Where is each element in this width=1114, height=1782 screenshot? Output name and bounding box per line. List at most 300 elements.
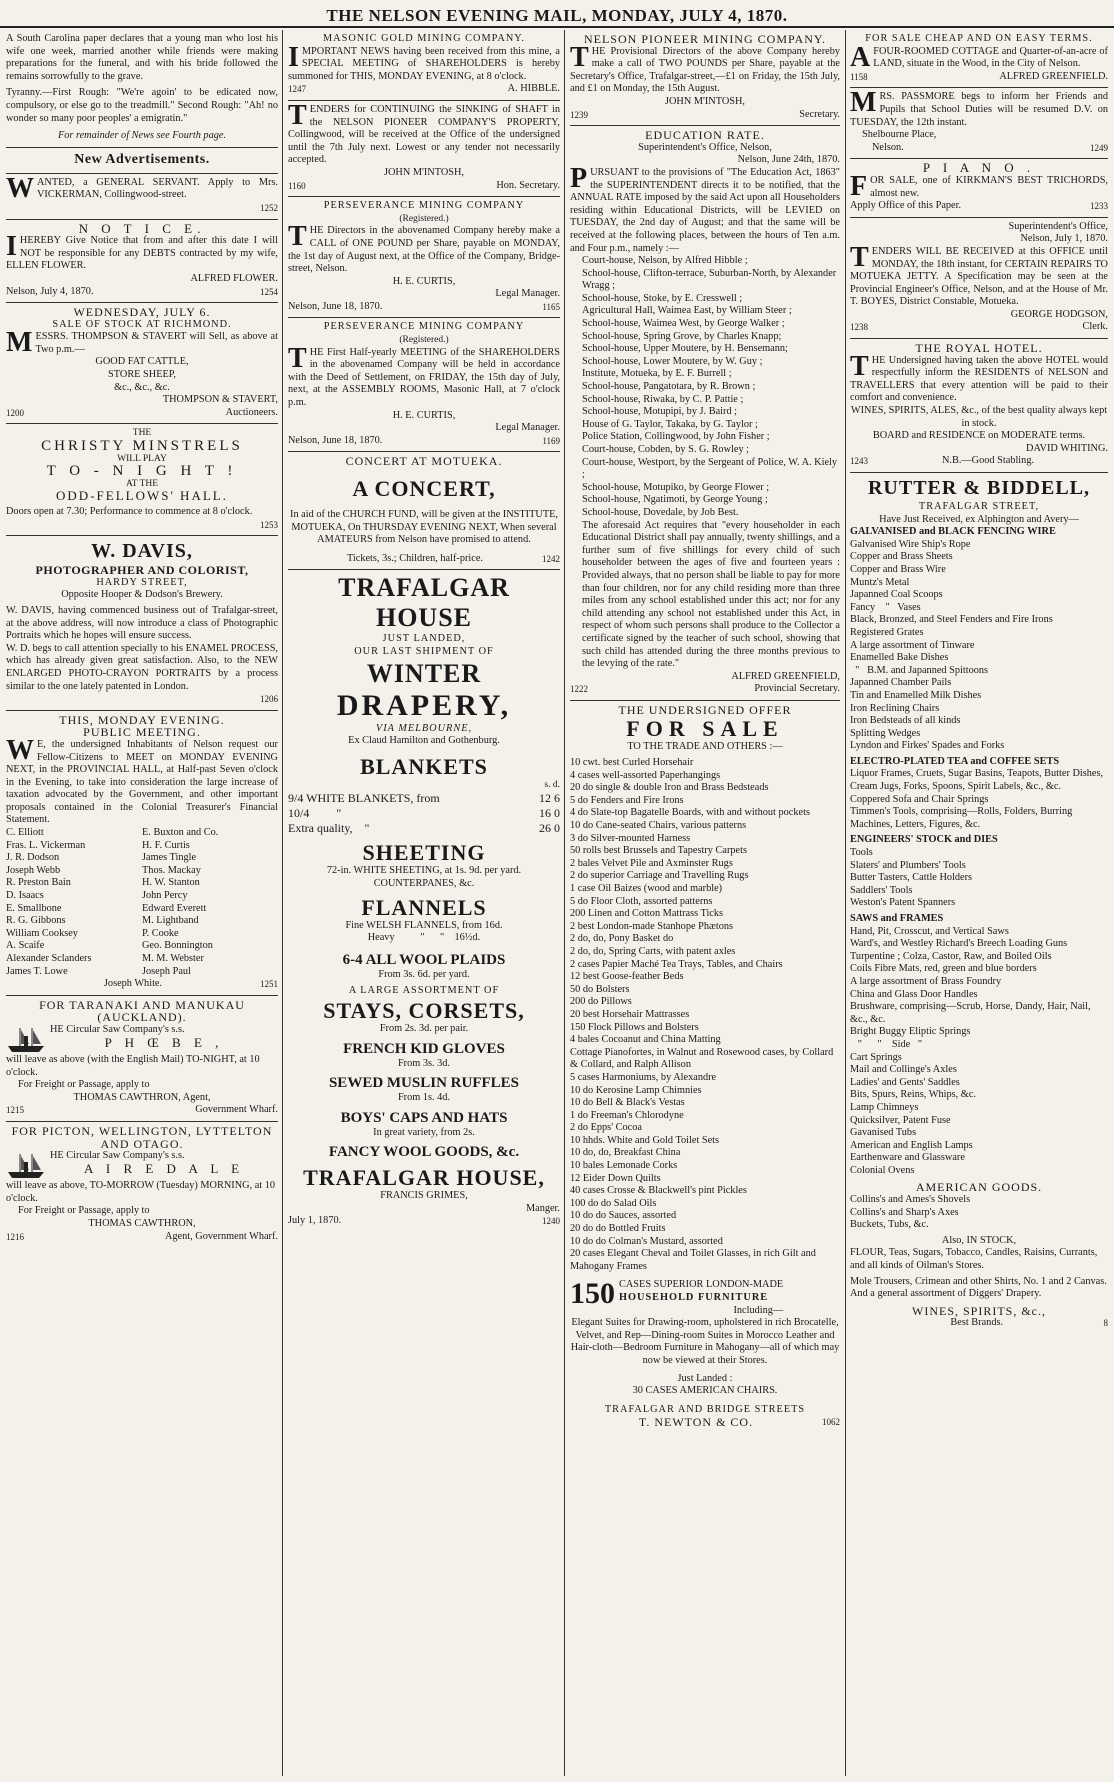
goods-item: " " Side " [850, 1038, 923, 1050]
collection-place: School-house, Dovedale, by Job Best. [582, 506, 739, 518]
ad-number: 1200 [6, 407, 24, 418]
ad-number: 1253 [260, 519, 278, 530]
goods-item: Timmen's Tools, comprising—Rolls, Folders, Burring Machines, Letters, Figures, &c. [850, 806, 1073, 830]
ad-title: THE ROYAL HOTEL. [915, 341, 1043, 356]
ad-number: 1247 [288, 84, 306, 95]
ad-section-title: STAYS, CORSETS, [323, 997, 525, 1023]
collection-place: House of G. Taylor, Takaka, by G. Taylor ; [582, 418, 758, 430]
goods-item: ENGINEERS' STOCK and DIES [850, 834, 998, 846]
collection-place: School-house, Upper Moutere, by H. Bensemann; [582, 343, 788, 355]
price-label: 10/4 " [288, 806, 342, 821]
ad-tenders-jetty [850, 218, 1108, 339]
ad-title: P I A N O . [922, 160, 1036, 176]
ad-text: RS. PASSMORE begs to inform her Friends and Pupils that School Duties will be resumed D.V. on TUESDAY, the 12th instant. [850, 91, 1108, 128]
ad-text: The aforesaid Act requires that "every householder in each Educational District shall pay annually, twenty shillings, and a further sum of five shillings for every child of such householder between the ages of five and fourteen years : Provided always, that no person shall be liable to pay for more than four children, nor for any child residing more than three miles from any school established under this act; nor for any child attending any school not established under this Act, in respect of whom such persons shall produce to the Collector a certificate signed by the teacher of such school, showing that such child has attended during the three months previous to the levying of the rate." [582, 519, 840, 670]
ad-number: 1206 [260, 694, 278, 705]
sale-item: 2 bales Velvet Pile and Axminster Rugs [570, 857, 733, 869]
signatory: James T. Lowe [6, 965, 68, 977]
ad-signature: ALFRED GREENFIELD. [999, 70, 1108, 82]
goods-item: Mail and Collinge's Axles [850, 1064, 957, 1076]
ad-number: 1216 [6, 1231, 24, 1242]
column-2 [288, 30, 560, 1776]
ad-headline: DRAPERY, [336, 688, 512, 722]
signatory: Joseph Paul [142, 965, 191, 977]
ad-text: URSUANT to the provisions of "The Education Act, 1863" the SUPERINTENDENT directs it to be notified, that the ANNUAL RATE imposed by the said Act upon all Householders residing within Educational Districts, will be LEVIED on TUESDAY, the 2nd day of August; and that the same will be received at the following places, between the hours of Ten a.m. and Four p.m., namely :— [570, 166, 840, 254]
ad-line: 72-in. WHITE SHEETING, at 1s. 9d. per yard. [326, 865, 522, 877]
goods-group [850, 1194, 1108, 1232]
ad-line: A LARGE ASSORTMENT OF [348, 985, 500, 997]
ad-line: &c., &c., &c. [114, 381, 170, 393]
signatory: Joseph Webb [6, 864, 61, 876]
ad-text: W. DAVIS, having commenced business out of Trafalgar-street, at the above address, will now introduce a class of Photographic Portraits which he hopes will ensure success. [6, 604, 278, 642]
ad-line: Nelson. [872, 141, 904, 153]
ad-line: In great variety, from 2s. [373, 1126, 475, 1138]
goods-item: ELECTRO-PLATED TEA and COFFEE SETS [850, 755, 1060, 767]
ad-line: Superintendent's Office, [1008, 220, 1108, 232]
sale-item: 10 do, do, Breakfast China [570, 1147, 681, 1159]
ad-text: will leave as above (with the English Mail) TO-NIGHT, at 10 o'clock. [6, 1053, 260, 1078]
ad-role: Legal Manager. [495, 288, 560, 300]
signatory: John Percy [142, 890, 188, 902]
ad-section-title: AMERICAN GOODS. [915, 1180, 1043, 1195]
ad-headline: A CONCERT, [352, 476, 496, 501]
ad-number: 1254 [260, 286, 278, 297]
ad-number: 1158 [850, 71, 868, 82]
ad-signature: A. HIBBLE. [507, 83, 560, 95]
sale-item: 20 best Horsehair Mattrasses [570, 1008, 690, 1020]
signatory: J. R. Dodson [6, 852, 60, 864]
sale-item: 10 hhds. White and Gold Toilet Sets [570, 1134, 720, 1146]
goods-group [850, 756, 1108, 832]
ad-line: Heavy " " 16½d. [367, 932, 481, 944]
ship-icon [6, 1024, 46, 1054]
goods-item: Tools [850, 847, 873, 859]
sale-item: 10 do Cane-seated Chairs, various patterns [570, 820, 747, 832]
sale-item: 10 do do Colman's Mustard, assorted [570, 1235, 723, 1247]
ad-stock-sale [6, 303, 278, 424]
furniture-count: 150 [570, 1277, 615, 1311]
drop-cap: T [850, 241, 869, 273]
sale-item: 5 do Fenders and Fire Irons [570, 794, 684, 806]
furniture-block [570, 1279, 840, 1317]
ad-perseverance-call [288, 197, 560, 318]
ad-footer-title: TRAFALGAR HOUSE, [303, 1165, 545, 1191]
ad-title: PERSEVERANCE MINING COMPANY [323, 200, 525, 212]
ad-number: 1242 [541, 553, 560, 564]
ad-text: ANTED, a GENERAL SERVANT. Apply to Mrs. VICKERMAN, Collingwood-street. [37, 176, 278, 201]
sale-item: 12 best Goose-feather Beds [570, 971, 684, 983]
drop-cap: I [288, 41, 299, 73]
ad-signature: DAVID WHITING. [1026, 442, 1108, 454]
ad-signature: T. NEWTON & CO. [638, 1415, 754, 1430]
goods-item: Bits, Spurs, Reins, Whips, &c. [850, 1089, 976, 1101]
ship-name: A I R E D A L E [83, 1160, 245, 1176]
ad-line: From 2s. 3d. per pair. [379, 1022, 469, 1034]
goods-item: Fancy " Vases [850, 601, 921, 613]
ad-title: EDUCATION RATE. [645, 128, 765, 143]
news-paragraph: Tyranny.—First Rough: "We're agoin' to be edicated now, compulsory, or else go to the treadmill." Second Rough: "Ah! no wonder so many poor peoples' a emigratin." [6, 87, 278, 124]
ad-text: HE Undersigned having taken the above HOTEL would respectfully inform the RESIDENTS of NELSON and TRAVELLERS that every attention will be paid to their comfort and convenience. [850, 354, 1108, 404]
drop-cap: M [6, 327, 33, 359]
goods-item: Quicksilver, Patent Fuse [850, 1114, 951, 1126]
ad-text: Doors open at 7.30; Performance to commence at 8 o'clock. [6, 506, 253, 517]
ad-line: Fine WELSH FLANNELS, from 16d. [345, 919, 503, 931]
goods-item: Hand, Pit, Crosscut, and Vertical Saws [850, 925, 1009, 937]
ad-perseverance-meeting [288, 318, 560, 452]
ad-role: Legal Manager. [495, 422, 560, 434]
drop-cap: A [850, 41, 871, 73]
goods-item: China and Glass Door Handles [850, 988, 978, 1000]
ad-section-title: 6-4 ALL WOOL PLAIDS [342, 951, 506, 968]
ad-royal-hotel [850, 339, 1108, 473]
ad-number: 1160 [288, 180, 306, 191]
goods-item: Buckets, Tubs, &c. [850, 1219, 929, 1231]
ad-date: Nelson, July 1, 1870. [1020, 233, 1108, 245]
ad-line: Superintendent's Office, Nelson, [638, 141, 772, 153]
ad-line: OUR LAST SHIPMENT OF [354, 645, 494, 657]
ad-section-title: WINES, SPIRITS, &c., [912, 1303, 1046, 1318]
ad-number: 1165 [542, 301, 560, 312]
price-label: 9/4 WHITE BLANKETS, from [288, 791, 440, 806]
sale-item: 2 do, do, Pony Basket do [570, 933, 674, 945]
goods-item: Weston's Patent Spanners [850, 897, 956, 909]
blanket-prices [288, 791, 560, 836]
goods-item: Lyndon and Firkes' Spades and Forks [850, 740, 1005, 752]
signatory: M. M. Webster [142, 953, 204, 964]
goods-item: Turpentine ; Colza, Castor, Raw, and Boiled Oils [850, 950, 1052, 962]
goods-item: " B.M. and Japanned Spittoons [850, 664, 989, 676]
goods-item: Butter Tasters, Cattle Holders [850, 872, 973, 884]
ad-text: FOUR-ROOMED COTTAGE and Quarter-of-an-acre of LAND, situate in the Wood, in the City of Nelson. [873, 45, 1108, 70]
signatory: R. Preston Bain [6, 877, 71, 889]
ad-text: will leave as above, TO-MORROW (Tuesday) MORNING, at 10 o'clock. [6, 1180, 276, 1204]
signatory: D. Isaacs [6, 890, 44, 902]
goods-item: Iron Bedsteads of all kinds [850, 715, 961, 727]
goods-group [850, 834, 1108, 910]
price-header: s. d. [544, 779, 560, 790]
sale-item: 2 do, do, Spring Carts, with patent axles [570, 945, 736, 957]
ad-number: 1243 [850, 456, 868, 467]
ad-line: BOARD and RESIDENCE on MODERATE terms. [872, 430, 1086, 442]
ad-line: COUNTERPANES, &c. [373, 877, 475, 889]
masthead [0, 0, 1114, 28]
ad-line: TO THE TRADE AND OTHERS :— [627, 741, 783, 753]
goods-item: Splitting Wedges [850, 727, 921, 739]
ad-text: HE Directors in the abovenamed Company hereby make a CALL of ONE POUND per Share, payable on MONDAY, the 1st day of August next, at the Office of the Company, Bridge-street, Nelson. [288, 225, 560, 275]
ad-line: WINES, SPIRITS, ALES, &c., of the best quality always kept in stock. [850, 405, 1108, 429]
ad-signature: JOHN M'INTOSH, [383, 166, 465, 178]
ad-line: Tickets, 3s.; Children, half-price. [346, 552, 484, 564]
ad-text: ESSRS. THOMPSON & STAVERT will Sell, as above at Two p.m.— [35, 331, 278, 355]
column-rule [282, 30, 283, 1776]
ad-number: 1239 [570, 109, 588, 120]
ad-signature: THOMAS CAWTHRON, [88, 1217, 196, 1229]
ad-role: Manger. [525, 1202, 560, 1214]
ad-line: VIA MELBOURNE, [375, 722, 473, 734]
ad-date: July 1, 1870. [288, 1215, 342, 1227]
ad-education-rate [570, 126, 840, 701]
collection-place: School-house, Lower Moutere, by W. Guy ; [582, 355, 763, 367]
goods-item: Collins's and Sharp's Axes [850, 1206, 959, 1218]
goods-group [850, 913, 1108, 1177]
ad-text: HE First Half-yearly MEETING of the SHAREHOLDERS in the abovenamed Company will be held in accordance with the Deed of Settlement, on FRIDAY, the 15th day of July, next, at the ASSEMBLY ROOMS, Masonic Hall, at 7 o'clock p.m. [288, 346, 560, 409]
signatories [6, 827, 278, 978]
price-row [288, 806, 560, 821]
goods-item: Copper and Brass Sheets [850, 551, 953, 563]
ad-title: N O T I C E. [78, 220, 206, 236]
goods-item: Coppered Sofa and Chair Springs [850, 793, 989, 805]
ad-title: NELSON PIONEER MINING COMPANY. [583, 32, 827, 46]
goods-item: Japanned Coal Scoops [850, 589, 943, 601]
ad-number: 1251 [260, 979, 278, 990]
ad-headline: WINTER [366, 658, 482, 688]
ad-line: Opposite Hooper & Dodson's Brewery. [61, 589, 223, 601]
collection-place: Court-house, Cobden, by S. G. Rowley ; [582, 444, 750, 455]
goods-item: Earthenware and Glassware [850, 1152, 965, 1164]
goods-item: Collins's and Ames's Shovels [850, 1194, 971, 1206]
sale-item: 150 Flock Pillows and Bolsters [570, 1021, 699, 1033]
ad-number: 1233 [1090, 201, 1108, 212]
drop-cap: W [6, 734, 34, 766]
ad-text: HE Provisional Directors of the above Company hereby make a call of TWO POUNDS per Share, payable at the Secretary's Office, Trafalgar-street,—£1 on Friday, the 15th July, and £1 on Monday, the 15th August. [570, 45, 840, 95]
sale-item: 12 Eider Down Quilts [570, 1172, 661, 1184]
ad-line: Best Brands. [950, 1317, 1004, 1329]
ad-text: HE Circular Saw Company's s.s. [50, 1023, 185, 1035]
goods-item: Copper and Brass Wire [850, 563, 946, 575]
ad-line: WILL PLAY [117, 453, 167, 464]
goods-item: Liquor Frames, Cruets, Sugar Basins, Teapots, Butter Dishes, Cream Jugs, Forks, Spoons, Spirit Labels, &c., &c. [850, 768, 1104, 793]
ad-signature: FRANCIS GRIMES, [380, 1190, 468, 1202]
ad-subtitle: (Registered.) [399, 213, 449, 224]
ad-section-title: BLANKETS [360, 753, 488, 779]
signatory: E. Buxton and Co. [142, 827, 219, 839]
goods-item: Ladies' and Gents' Saddles [850, 1076, 960, 1088]
column-rule [845, 30, 846, 1776]
ad-passmore [850, 88, 1108, 159]
ad-line: And a general assortment of Diggers' Drapery. [850, 1288, 1042, 1300]
ad-line: 30 CASES AMERICAN CHAIRS. [632, 1385, 778, 1397]
goods-item: Cart Springs [850, 1051, 902, 1063]
ad-subtitle: PUBLIC MEETING. [83, 725, 201, 740]
goods-item: Enamelled Bake Dishes [850, 652, 949, 664]
ad-subtitle: (Registered.) [399, 335, 449, 346]
signatories-left [6, 827, 142, 978]
drop-cap: I [6, 231, 17, 263]
goods-item: SAWS and FRAMES [850, 913, 944, 924]
collection-place: School-house, Spring Grove, by Charles Knapp; [582, 330, 782, 342]
signatory: M. Lightband [142, 915, 199, 927]
sale-item: 4 do Slate-top Bagatelle Boards, with and without pockets [570, 807, 810, 819]
goods-item: American and English Lamps [850, 1139, 973, 1151]
ship-name: P H Œ B E , [104, 1034, 224, 1050]
price-value: 16 0 [539, 806, 560, 821]
ad-rutter-biddell [850, 473, 1108, 1334]
collection-place: Agricultural Hall, Waimea East, by William Steer ; [582, 305, 792, 317]
signatory: P. Cooke [142, 927, 179, 939]
ad-date: Nelson, June 18, 1870. [288, 434, 383, 446]
ad-masonic-mining [288, 30, 560, 101]
ad-title: CHRISTY MINSTRELS [41, 438, 243, 455]
sale-item: 40 cases Crosse & Blackwell's pint Pickles [570, 1185, 747, 1197]
sale-item: 100 do do Salad Oils [570, 1197, 657, 1209]
collection-place: Police Station, Collingwood, by John Fisher ; [582, 431, 770, 443]
ad-role: Auctioneers. [225, 406, 278, 418]
ad-line: HOUSEHOLD FURNITURE [619, 1292, 769, 1303]
price-value: 26 0 [539, 821, 560, 836]
goods-item: Saddlers' Tools [850, 884, 913, 896]
drop-cap: T [288, 342, 307, 374]
signatory: William Cooksey [6, 927, 78, 939]
sale-items [570, 757, 840, 1273]
goods-item: Colonial Ovens [850, 1164, 915, 1176]
ad-title: WEDNESDAY, JULY 6. [73, 305, 211, 320]
ad-signature: ALFRED FLOWER. [190, 272, 278, 284]
drop-cap: F [850, 170, 868, 202]
masthead-title: THE NELSON EVENING MAIL, MONDAY, JULY 4, 1870. [326, 6, 788, 25]
collection-place: Court-house, Westport, by the Sergeant of Police, W. A. Kiely ; [582, 456, 838, 481]
ad-line: For Freight or Passage, apply to [18, 1079, 150, 1091]
ad-line: Agent, Government Wharf. [164, 1230, 278, 1242]
signatory: R. G. Gibbons [6, 915, 66, 927]
goods-item: Muntz's Metal [850, 576, 910, 588]
goods-item: Bright Buggy Eliptic Springs [850, 1026, 971, 1038]
ad-title: RUTTER & BIDDELL, [867, 477, 1091, 499]
ad-line: JUST LANDED, [382, 633, 466, 645]
drop-cap: T [850, 350, 869, 382]
ad-number: 1169 [542, 435, 560, 446]
signatory: A. Scaife [6, 940, 45, 952]
collection-places [570, 255, 840, 519]
ad-number: 1240 [542, 1216, 560, 1227]
ad-signature: THOMAS CAWTHRON, Agent, [73, 1091, 211, 1103]
ad-number: 1252 [260, 202, 278, 213]
ad-piano [850, 159, 1108, 217]
goods-item: Ward's, and Westley Richard's Breech Loading Guns [850, 938, 1068, 950]
ad-line: CASES SUPERIOR LONDON-MADE [619, 1279, 784, 1291]
ad-line: Just Landed : [677, 1372, 733, 1384]
ad-text: HEREBY Give Notice that from and after this date I will NOT be responsible for any DEBTS contracted by my wife, ELLEN FLOWER. [6, 235, 278, 272]
signatory: Fras. L. Vickerman [6, 839, 86, 851]
sale-item: 10 do do Sauces, assorted [570, 1210, 677, 1222]
news-snippets [6, 30, 278, 148]
ad-line: Ex Claud Hamilton and Gothenburg. [348, 735, 500, 747]
ad-trafalgar-house [288, 570, 560, 1232]
ad-christy-minstrels [6, 424, 278, 536]
ad-line: Including— [733, 1304, 784, 1316]
ad-venue: ODD-FELLOWS' HALL. [56, 488, 228, 504]
goods-item: Galvanised Wire Ship's Rope [850, 538, 971, 550]
ad-role: Hon. Secretary. [496, 179, 560, 191]
signatory: Alexander Sclanders [6, 953, 92, 964]
ad-date: Nelson, June 24th, 1870. [737, 154, 840, 166]
ad-text: OR SALE, one of KIRKMAN'S BEST TRICHORDS, almost new. [870, 174, 1108, 199]
ad-signature: H. E. CURTIS, [392, 409, 456, 421]
ad-number: 1249 [1090, 142, 1108, 153]
ad-newton-offer [570, 701, 840, 1433]
new-ads-heading: New Advertisements. [6, 148, 278, 174]
sale-item: 10 bales Lemonade Corks [570, 1160, 678, 1172]
sale-item: 10 cwt. best Curled Horsehair [570, 757, 694, 769]
ad-title: TRAFALGAR HOUSE [338, 573, 510, 633]
ad-number: 1222 [570, 684, 588, 695]
goods-item: Tin and Enamelled Milk Dishes [850, 689, 982, 701]
ad-line: STORE SHEEP, [108, 369, 176, 381]
sale-item: 2 best London-made Stanhope Phætons [570, 920, 734, 932]
ad-text: Elegant Suites for Drawing-room, upholstered in rich Brocatelle, Velvet, and Rep—Dining-room Suites in Morocco Leather and Hair-cloth—Bedroom Furniture in Mahogany—all of which may now be viewed at their Stores. [570, 1317, 840, 1366]
ad-title: FOR TARANAKI AND MANUKAU (AUCKLAND). [39, 997, 245, 1025]
collection-place: School-house, Motupiko, by George Flower ; [582, 481, 770, 493]
signatory: E. Smallbone [6, 902, 62, 914]
goods-item: Coils Fibre Mats, red, green and blue borders [850, 963, 1037, 975]
ad-number: 8 [1103, 1318, 1108, 1329]
sale-item: 10 do Bell & Black's Vestas [570, 1097, 685, 1109]
ad-davis-photographer [6, 536, 278, 711]
ad-role: Clerk. [1082, 321, 1108, 333]
column-rule [564, 30, 565, 1776]
ad-role: Secretary. [799, 108, 840, 120]
ad-tenders-shaft [288, 101, 560, 197]
column-4 [850, 30, 1108, 1776]
ad-concert-motueka [288, 452, 560, 570]
sale-item: 5 cases Harmoniums, by Alexandre [570, 1071, 717, 1083]
ad-title: FOR SALE CHEAP AND ON EASY TERMS. [865, 33, 1093, 44]
ad-signature: GEORGE HODGSON, [1010, 308, 1108, 320]
ad-text: W. D. begs to call attention specially to his ENAMEL PROCESS, which has already given great satisfaction. Also, to the NEW ENLARGED PHOTO-CRAYON PORTRAITS by a process similar to the one lately patented in London. [6, 642, 278, 692]
goods-item: Gavanised Tubs [850, 1127, 917, 1139]
signatory: Thos. Mackay [142, 864, 201, 876]
sale-item: Cottage Pianofortes, in Walnut and Rosewood cases, by Collard & Collard, and Ralph Allison [570, 1046, 834, 1071]
collection-place: Institute, Motueka, by E. F. Burrell ; [582, 368, 732, 380]
goods-item: Iron Reclining Chairs [850, 702, 940, 714]
collection-place: School-house, Ngatimoti, by George Young ; [582, 494, 768, 506]
signatory: Geo. Bonnington [142, 940, 213, 952]
ad-line: HARDY STREET, [96, 576, 188, 588]
ad-signature: ALFRED GREENFIELD, [731, 670, 840, 682]
column-1 [6, 30, 278, 1776]
price-label: Extra quality, " [288, 821, 370, 836]
ad-title: MASONIC GOLD MINING COMPANY. [323, 33, 525, 44]
drop-cap: T [570, 41, 589, 73]
ad-headline: T O - N I G H T ! [46, 463, 238, 480]
goods-group [850, 526, 1108, 753]
sale-item: 200 do Pillows [570, 996, 632, 1008]
ad-line: From 1s. 4d. [397, 1092, 451, 1104]
ad-cottage [850, 30, 1108, 88]
ad-public-meeting [6, 711, 278, 996]
ad-text: MPORTANT NEWS having been received from this mine, a SPECIAL MEETING of SHAREHOLDERS is hereby summoned for THIS, MONDAY EVENING, at 8 o'clock. [288, 45, 560, 82]
sale-item: 20 do do Bottled Fruits [570, 1223, 666, 1235]
sale-item: 3 do Silver-mounted Harness [570, 832, 691, 844]
signatories-right [142, 827, 278, 978]
collection-place: School-house, Motupipi, by J. Baird ; [582, 406, 738, 418]
ad-number: 1062 [822, 1417, 840, 1428]
sale-item: 20 do single & double Iron and Brass Bedsteads [570, 782, 769, 794]
collection-place: School-house, Stoke, by E. Cresswell ; [582, 292, 743, 304]
sale-item: 2 cases Papier Maché Tea Trays, Tables, and Chairs [570, 958, 783, 970]
ad-title: W. DAVIS, [91, 540, 193, 563]
collection-place: School-house, Clifton-terrace, Suburban-North, by Alexander Wragg ; [582, 267, 837, 292]
signatory: C. Elliott [6, 827, 44, 839]
drop-cap: M [850, 87, 877, 119]
ad-picton-steamer [6, 1122, 278, 1247]
ad-line: TRAFALGAR STREET, [918, 501, 1040, 512]
ad-line: THE [132, 428, 152, 439]
news-paragraph: A South Carolina paper declares that a young man who lost his wife one week, married another while friends were making preparations for the funeral, and with his bride followed the remains sorrowfully to the grave. [6, 33, 278, 82]
price-row [288, 791, 560, 806]
ad-title: CONCERT AT MOTUEKA. [345, 454, 503, 469]
drop-cap: P [570, 162, 588, 194]
ad-headline: FOR SALE [626, 716, 784, 742]
